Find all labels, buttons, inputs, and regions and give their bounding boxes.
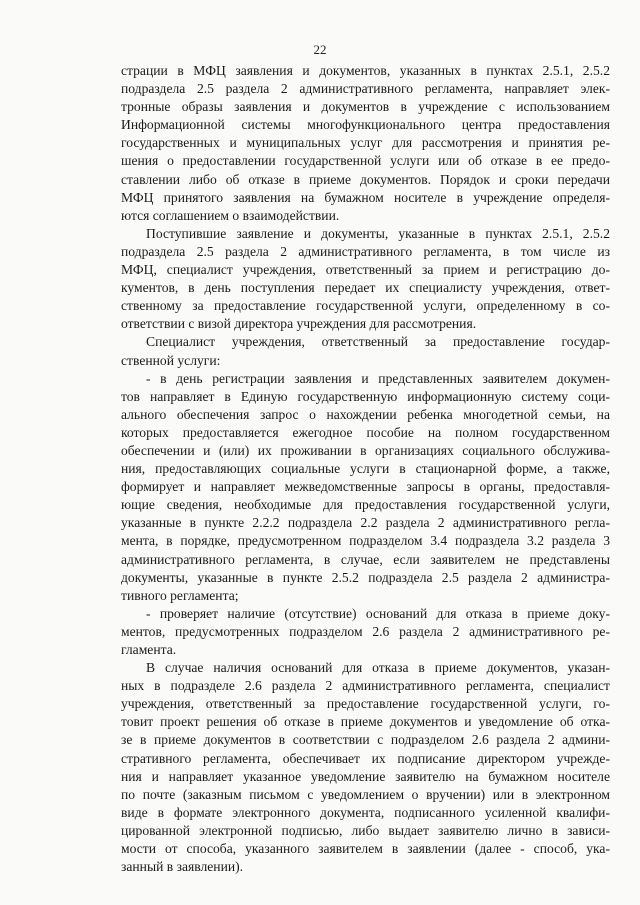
text-line: ющие сведения, необходимые для предоставления государственной услуги, <box>121 497 610 513</box>
text-line: подраздела 2.5 раздела 2 административного регламента, в том числе из <box>121 243 610 259</box>
text-line: которых предоставляется ежегодное пособие на полном государственном <box>121 424 610 440</box>
text-line: занный в заявлении). <box>121 859 244 875</box>
text-line: зе в приеме документов в соответствии с подразделом 2.6 раздела 2 админи- <box>121 732 610 748</box>
text-line: В случае наличия оснований для отказа в приеме документов, указан- <box>146 660 610 676</box>
text-line: ственной услуги: <box>121 352 221 368</box>
text-line: Специалист учреждения, ответственный за предоставление государ- <box>146 334 610 350</box>
text-line: учреждения, ответственный за предоставление государственной услуги, го- <box>121 696 610 712</box>
text-line: ния, предоставляющих социальные услуги в стационарной форме, а также, <box>121 461 610 477</box>
text-line: гламента. <box>121 642 177 657</box>
text-line: Поступившие заявление и документы, указанные в пунктах 2.5.1, 2.5.2 <box>146 225 610 241</box>
text-line: формирует и направляет межведомственные запросы в органы, предоставля- <box>121 479 610 495</box>
text-line: тов направляет в Единую государственную информационную систему соци- <box>121 388 610 404</box>
page-number: 22 <box>313 42 327 57</box>
text-line: тивного регламента; <box>121 587 239 603</box>
paragraph <box>121 659 610 876</box>
paragraph <box>121 333 610 369</box>
paragraph <box>121 225 610 334</box>
text-line: подраздела 2.5 раздела 2 административного регламента, направляет элек- <box>121 81 610 97</box>
text-line: кументов, в день поступления передает их специалисту учреждения, ответ- <box>121 280 610 296</box>
paragraph <box>121 62 610 225</box>
text-line: мента, в порядке, предусмотренном подразделом 3.4 подраздела 3.2 раздела 3 <box>121 533 610 549</box>
text-line: ных в подразделе 2.6 раздела 2 административного регламента, специалист <box>121 678 610 694</box>
text-line: ются соглашением о взаимодействии. <box>121 207 340 223</box>
text-line: указанные в пункте 2.2.2 подраздела 2.2 раздела 2 административного регла- <box>121 515 610 531</box>
text-line: ответствии с визой директора учреждения для рассмотрения. <box>121 316 477 332</box>
text-line: Информационной системы многофункционального центра предоставления <box>121 117 610 133</box>
document-body <box>121 62 610 876</box>
text-line: стративного регламента, обеспечивает их подписание директором учрежде- <box>121 750 610 766</box>
text-line: - проверяет наличие (отсутствие) оснований для отказа в приеме доку- <box>146 605 610 621</box>
text-line: мости от способа, указанного заявителем в заявлении (далее - способ, ука- <box>121 841 610 857</box>
text-line: обеспечении и (или) их проживании в организациях социального обслужива- <box>121 442 610 458</box>
text-line: документы, указанные в пункте 2.5.2 подраздела 2.5 раздела 2 администра- <box>121 569 610 585</box>
text-line: ментов, предусмотренных подразделом 2.6 раздела 2 административного ре- <box>121 623 610 639</box>
text-line: по почте (заказным письмом с уведомлением о вручении) или в электронном <box>121 786 610 802</box>
text-line: ального обеспечения запрос о нахождении ребенка многодетной семьи, на <box>121 406 610 422</box>
text-line: - в день регистрации заявления и представленных заявителем докумен- <box>146 370 610 386</box>
text-line: МФЦ принятого заявления на бумажном носителе в учреждение определя- <box>121 189 610 205</box>
text-line: ственному за предоставление государственной услуги, определенному в со- <box>121 298 610 314</box>
text-line: тронные образы заявления и документов в учреждение с использованием <box>121 99 610 115</box>
text-line: цированной электронной подписью, либо выдает заявителю лично в зависи- <box>121 822 610 838</box>
text-line: ставлении либо об отказе в приеме документов. Порядок и сроки передачи <box>121 171 610 187</box>
paragraph <box>121 370 610 605</box>
text-line: товит проект решения об отказе в приеме документов и уведомление об отка- <box>121 714 610 730</box>
text-line: ния и направляет указанное уведомление заявителю на бумажном носителе <box>121 768 610 784</box>
text-line: административного регламента, в случае, если заявителем не представлены <box>121 551 610 567</box>
paragraph <box>121 605 610 659</box>
text-line: виде в формате электронного документа, подписанного усиленной квалифи- <box>121 804 610 820</box>
text-line: государственных и муниципальных услуг для рассмотрения и принятия ре- <box>121 135 610 151</box>
text-line: страции в МФЦ заявления и документов, указанных в пунктах 2.5.1, 2.5.2 <box>121 63 610 78</box>
text-line: шения о предоставлении государственной услуги или об отказе в ее предо- <box>121 153 610 169</box>
text-line: МФЦ, специалист учреждения, ответственный за прием и регистрацию до- <box>121 262 610 278</box>
